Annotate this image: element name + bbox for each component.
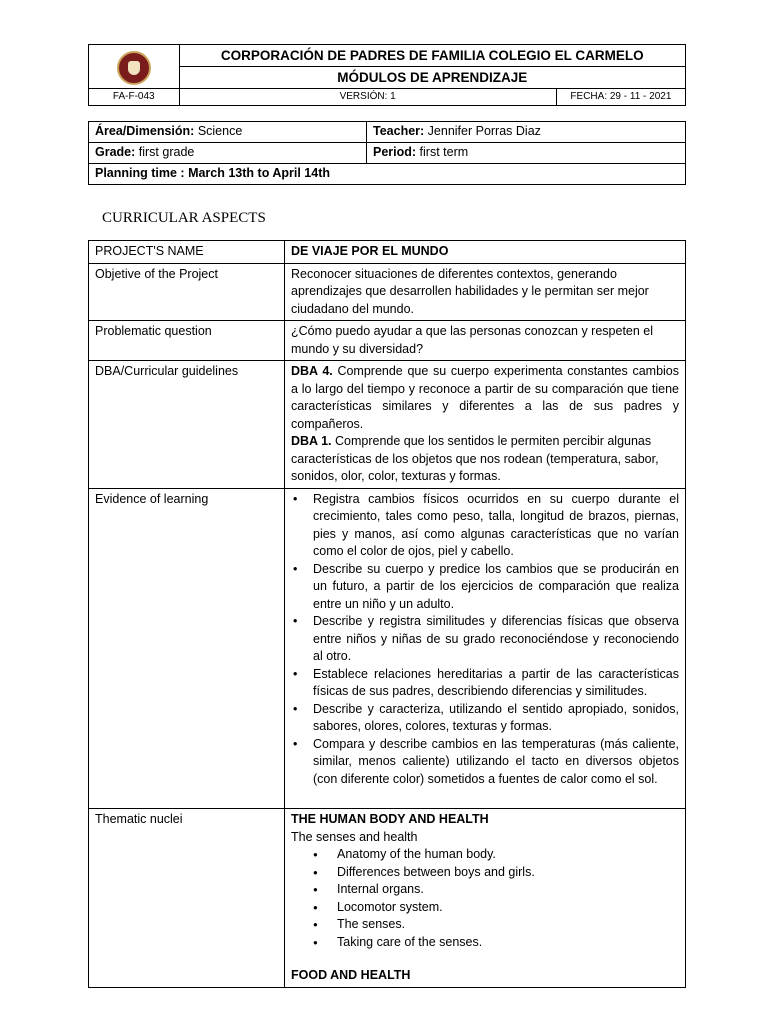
institution-name: CORPORACIÓN DE PADRES DE FAMILIA COLEGIO EL CARMELO [179,45,685,67]
dba1-text: Comprende que los sentidos le permiten percibir algunas características de los objetos que nos rodean (temperatura, sabor, sonidos, olor, color, texturas y formas. [291,434,659,483]
grade-label: Grade: [95,145,136,159]
objective-value: Reconocer situaciones de diferentes contextos, generando aprendizajes que desarrollen habilidades y le permitan ser mejor ciudadano del mundo. [285,263,686,321]
evidence-label: Evidence of learning [89,488,285,809]
school-logo-icon [117,51,151,85]
table-row [89,241,686,264]
area-value: Science [194,124,243,138]
project-label: PROJECT'S NAME [89,241,285,264]
table-row [89,809,686,988]
question-label: Problematic question [89,321,285,361]
teacher-cell [367,122,686,143]
list-item: • Establece relaciones hereditarias a partir de las características físicas de sus padres, describiendo diferencias y similitudes. [313,666,679,701]
list-item: • Describe y caracteriza, utilizando el sentido apropiado, sonidos, sabores, olores, colores, texturas y formas. [313,701,679,736]
date: FECHA: 29 - 11 - 2021 [556,89,685,106]
document-header [88,44,686,106]
list-item: ● The senses. [337,916,679,934]
logo-cell [89,45,180,89]
project-value: DE VIAJE POR EL MUNDO [285,241,686,264]
planning-value: March 13th to April 14th [184,166,330,180]
thematic-heading-1: THE HUMAN BODY AND HEALTH [291,812,489,826]
curricular-table [88,240,686,988]
list-item: • Describe su cuerpo y predice los cambios que se producirán en un futuro, a partir de los ejercicios de comparación que realiza entre un niño y un adulto. [313,561,679,614]
grade-value: first grade [135,145,195,159]
thematic-heading-2: FOOD AND HEALTH [291,968,411,982]
list-item: • Compara y describe cambios en las temperaturas (más caliente, similar, menos caliente) utilizando el tacto en diversos objetos (con diferente color) sometidos a fuentes de calor como el sol. [313,736,679,789]
period-label: Period: [373,145,417,159]
document-name: MÓDULOS DE APRENDIZAJE [179,67,685,89]
period-cell [367,143,686,164]
planning-label: Planning time : [95,166,185,180]
evidence-list [291,491,679,789]
thematic-subheading: The senses and health [291,829,418,844]
dba1-paragraph [291,433,679,486]
section-title: CURRICULAR ASPECTS [102,210,266,226]
thematic-label: Thematic nuclei [89,809,285,988]
planning-cell [89,164,686,185]
dba4-paragraph [291,363,679,433]
list-item: • Describe y registra similitudes y diferencias físicas que observa entre niños y niñas de su grado reconociéndose y reconociendo al otro. [313,613,679,666]
evidence-value [285,488,686,809]
list-item: ● Taking care of the senses. [337,934,679,952]
objective-label: Objetive of the Project [89,263,285,321]
grade-cell [89,143,367,164]
info-table [88,121,686,185]
dba1-head: DBA 1. [291,434,332,448]
dba-value [285,361,686,489]
form-code: FA-F-043 [89,89,180,106]
list-item: ● Locomotor system. [337,899,679,917]
list-item: ● Anatomy of the human body. [337,846,679,864]
table-row [89,488,686,809]
table-row [89,263,686,321]
teacher-label: Teacher: [373,124,425,138]
version: VERSIÓN: 1 [179,89,556,106]
question-value: ¿Cómo puedo ayudar a que las personas conozcan y respeten el mundo y su diversidad? [285,321,686,361]
table-row [89,361,686,489]
teacher-value: Jennifer Porras Diaz [424,124,541,138]
thematic-value [285,809,686,988]
dba4-text: Comprende que su cuerpo experimenta constantes cambios a lo largo del tiempo y reconoce a partir de su comparación que tiene características similares y diferentes a las de sus padres y compañeros. [291,364,679,431]
list-item: • Registra cambios físicos ocurridos en su cuerpo durante el crecimiento, tales como peso, talla, longitud de brazos, piernas, pies y manos, así como algunas características que no varían como el color de ojos, piel y cabello. [313,491,679,561]
list-item: ● Differences between boys and girls. [337,864,679,882]
table-row [89,321,686,361]
dba-label: DBA/Curricular guidelines [89,361,285,489]
period-value: first term [416,145,469,159]
area-label: Área/Dimensión: [95,124,195,138]
list-item: ● Internal organs. [337,881,679,899]
dba4-head: DBA 4. [291,364,333,378]
thematic-list [291,846,679,951]
area-cell [89,122,367,143]
